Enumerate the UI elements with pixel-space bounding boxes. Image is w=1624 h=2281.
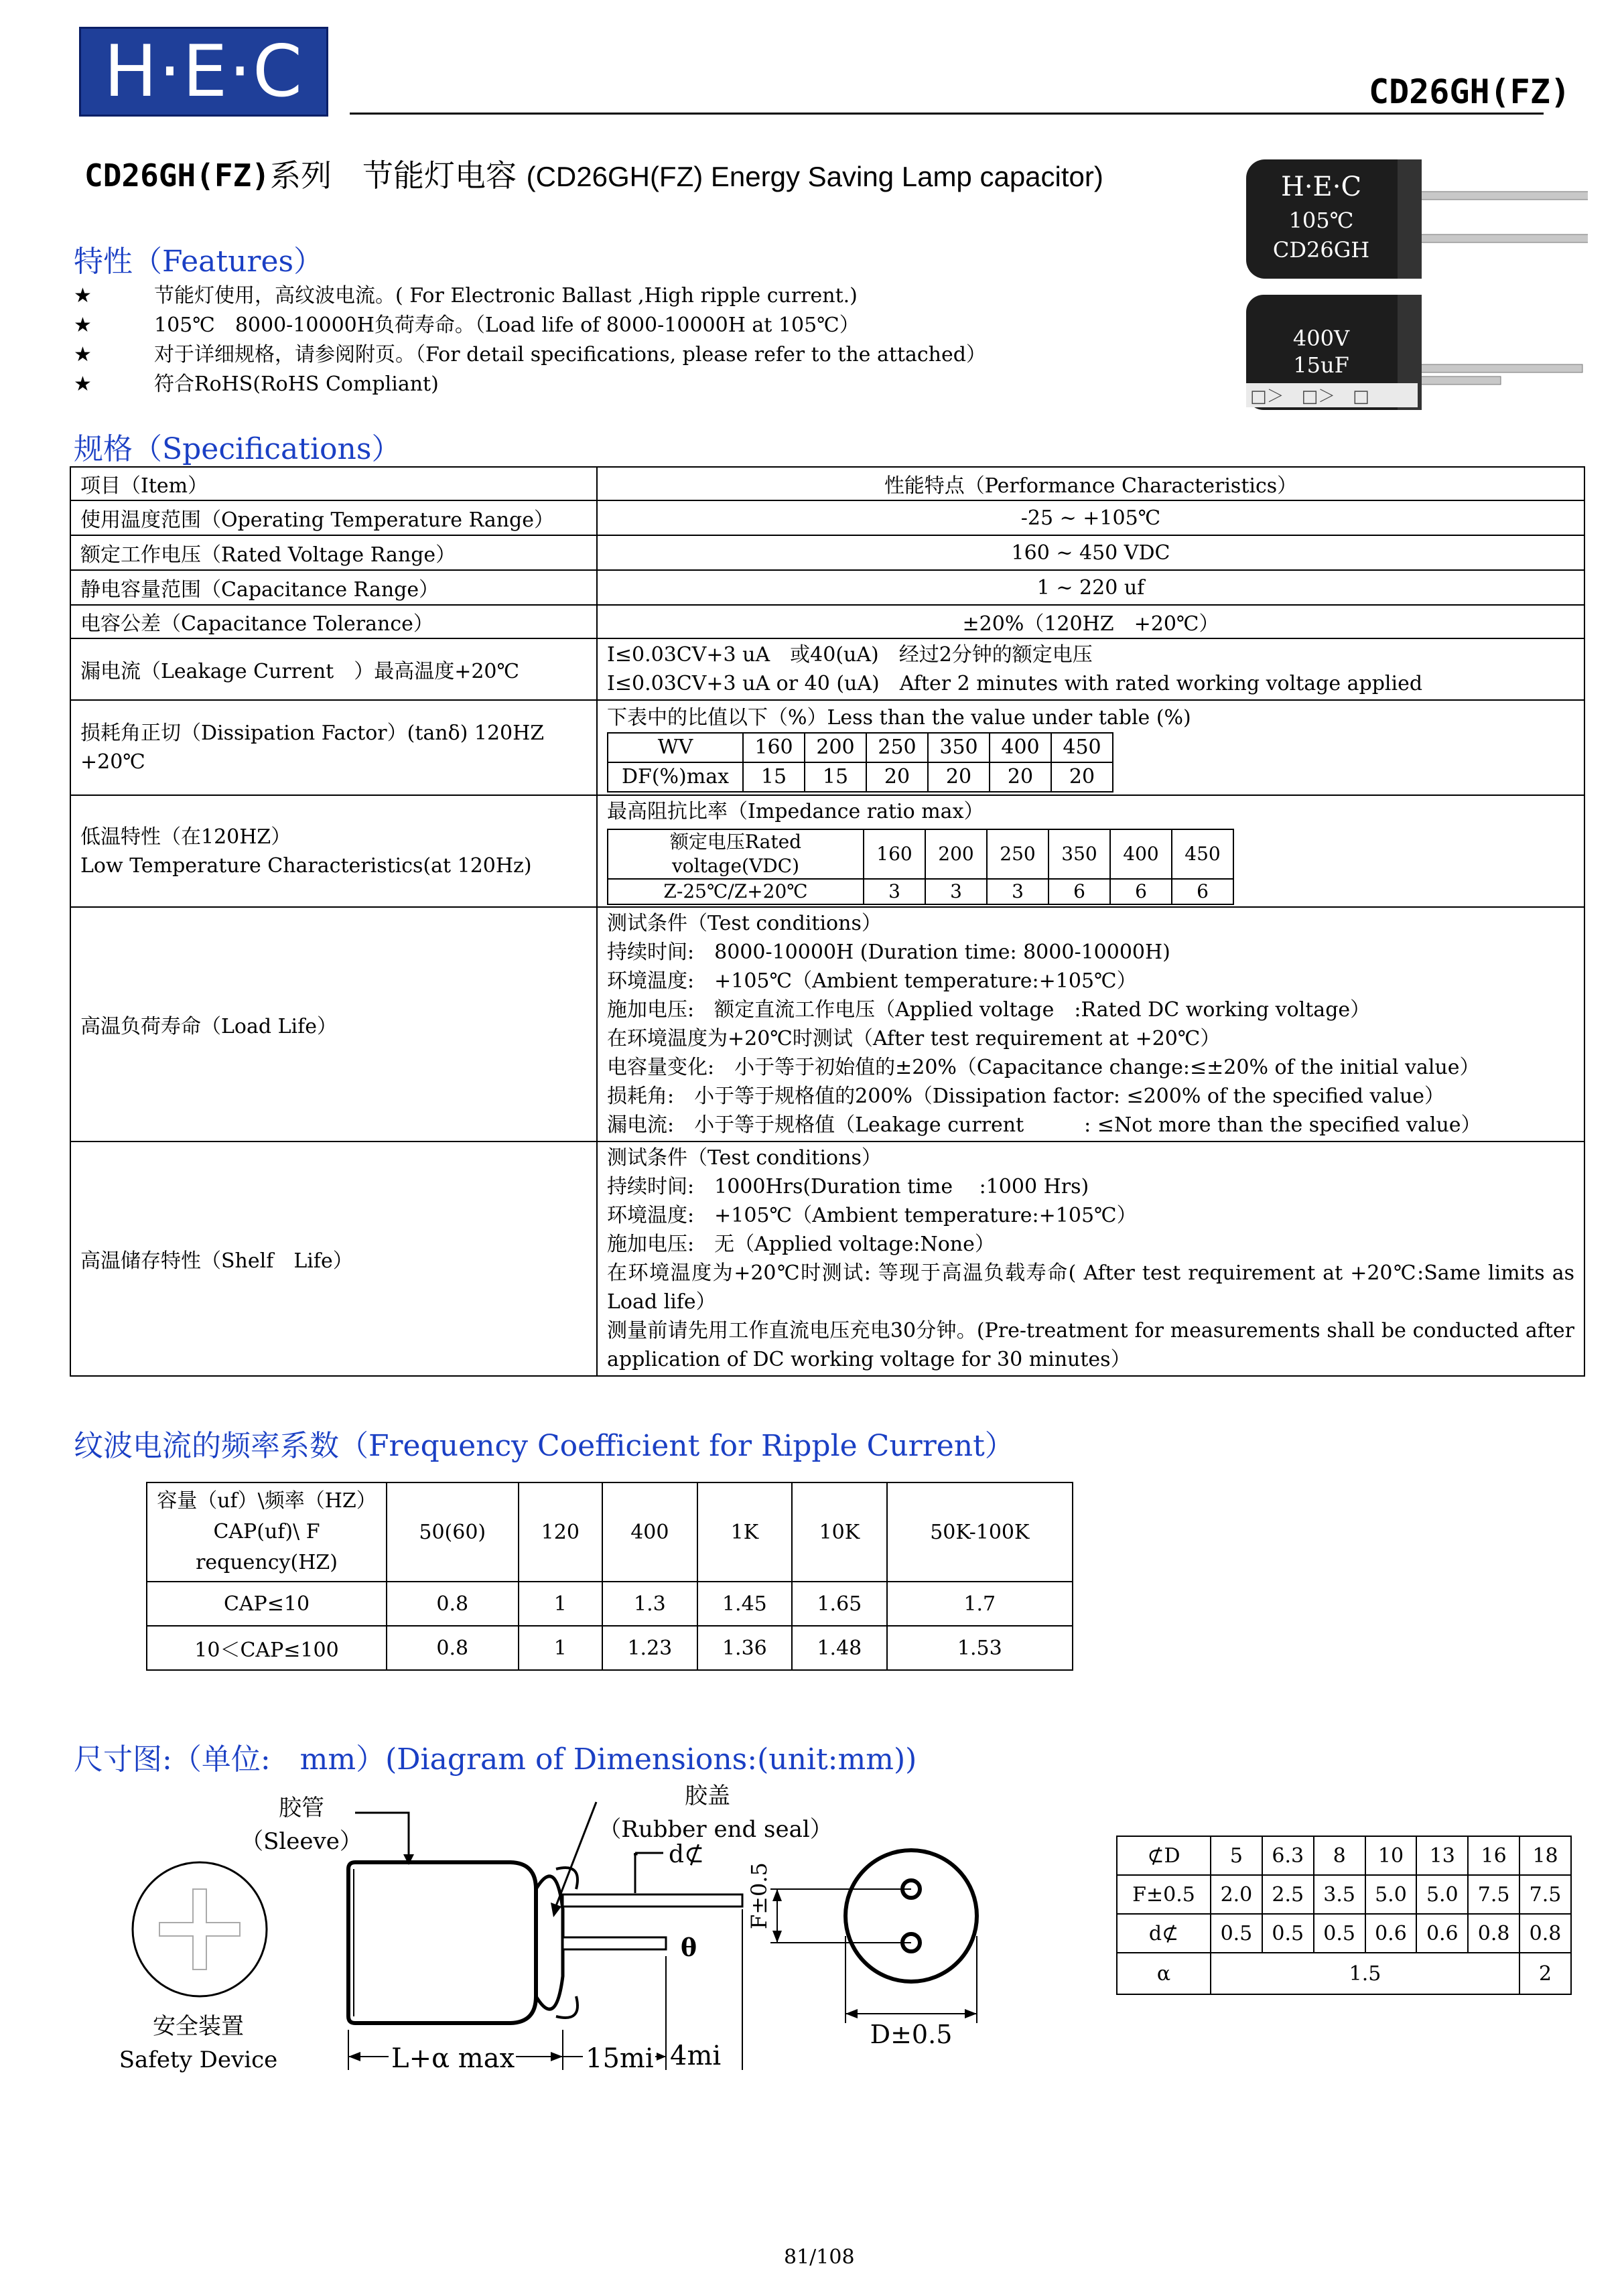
spec-label	[70, 795, 597, 907]
spec-row	[70, 700, 1584, 795]
lead-bottom-long	[1415, 364, 1582, 372]
feature-item	[74, 340, 986, 370]
d-label: D±0.5	[870, 2020, 953, 2049]
lt-row	[608, 879, 1233, 904]
spec-value	[597, 795, 1584, 907]
spec-head-perf: 性能特点（Performance Characteristics）	[597, 467, 1584, 500]
dim-cell: 2	[1519, 1953, 1571, 1994]
spec-row	[70, 1142, 1584, 1376]
spec-row-header	[70, 467, 1584, 500]
lt-table	[607, 829, 1234, 905]
df-cell: 20	[928, 762, 990, 792]
dim-cell: 0.5	[1314, 1914, 1365, 1953]
ripple-heading: 纹波电流的频率系数（Frequency Coefficient for Ripple Current）	[74, 1429, 1014, 1463]
d-arrow	[845, 2009, 858, 2018]
cap-temp: 105℃	[1288, 208, 1354, 233]
feature-text: 节能灯使用，高纹波电流。( For Electronic Ballast ,High ripple current.)	[154, 284, 858, 307]
spec-row	[70, 795, 1584, 907]
shelf-line: 在环境温度为+20℃时测试: 等现于高温负载寿命( After test requirement at +20℃:Same limits as Load life）	[607, 1261, 1574, 1314]
dim-row	[1117, 1836, 1571, 1875]
feature-item	[74, 311, 986, 340]
safety-vent-outline	[133, 1862, 267, 1996]
specs-heading: 规格（Specifications）	[74, 432, 401, 466]
safety-vent-cross	[159, 1889, 240, 1969]
ripple-table	[146, 1482, 1073, 1671]
lt-cell: 250	[987, 829, 1048, 879]
load-line: 环境温度: +105℃（Ambient temperature:+105℃）	[607, 969, 1137, 993]
lt-cell: 3	[864, 879, 925, 904]
ripple-cell: 1	[519, 1626, 603, 1670]
spec-value: 160 ~ 450 VDC	[597, 535, 1584, 570]
dim-cell: 3.5	[1314, 1875, 1365, 1914]
star-icon: ★	[74, 314, 92, 337]
seal-label-cn: 胶盖	[685, 1783, 730, 1809]
lt-cell: 450	[1172, 829, 1233, 879]
df-cell: WV	[608, 733, 743, 762]
cap-polarity-marks: □＞ □＞ □	[1250, 387, 1369, 407]
header-model: CD26GH(FZ)	[1368, 72, 1570, 111]
seal-leader	[555, 1802, 596, 1909]
dim-row-label: d⊄	[1117, 1914, 1211, 1953]
page-title	[84, 151, 1103, 196]
spec-row	[70, 638, 1584, 700]
spec-row	[70, 500, 1584, 535]
dim-cell: 1.5	[1211, 1953, 1519, 1994]
lt-label-cn: 低温特性（在120HZ）	[80, 825, 291, 849]
lt-cell: 3	[987, 879, 1048, 904]
df-cell: 160	[743, 733, 805, 762]
lead-top-short	[1415, 234, 1588, 243]
cap-series: CD26GH	[1272, 237, 1370, 263]
lt-row	[608, 829, 1233, 879]
dim-cell: 13	[1416, 1836, 1468, 1875]
dim-row-label: ⊄D	[1117, 1836, 1211, 1875]
df-row	[608, 762, 1113, 792]
ripple-freq: 50K-100K	[887, 1482, 1073, 1582]
df-cell: 200	[805, 733, 866, 762]
m15-label: 15mi	[586, 2043, 654, 2074]
spec-label: 高温储存特性（Shelf Life）	[70, 1142, 597, 1376]
dim-cell: 0.8	[1519, 1914, 1571, 1953]
dim-cell: 7.5	[1468, 1875, 1519, 1914]
dim-cell: 0.6	[1416, 1914, 1468, 1953]
ripple-freq: 120	[519, 1482, 603, 1582]
ripple-row	[147, 1626, 1073, 1670]
spec-label: 漏电流（Leakage Current ）最高温度+20℃	[70, 638, 597, 700]
spec-value	[597, 907, 1584, 1142]
title-cn: 系列 节能灯电容	[269, 157, 517, 194]
star-icon: ★	[74, 372, 92, 396]
header-rule	[350, 113, 1544, 115]
title-model: CD26GH(FZ)	[84, 157, 270, 194]
capacitor-body-side	[348, 1862, 536, 2023]
spec-value: ±20%（120HZ +20℃）	[597, 605, 1584, 638]
dimension-table	[1116, 1836, 1572, 1995]
cap-capacitance: 15uF	[1293, 352, 1349, 378]
dim-cell: 2.0	[1211, 1875, 1262, 1914]
load-line: 电容量变化: 小于等于初始值的±20%（Capacitance change:≤±20% of the initial value）	[607, 1056, 1480, 1079]
df-table	[607, 732, 1113, 792]
lt-cell: 350	[1048, 829, 1110, 879]
feature-text: 符合RoHS(RoHS Compliant)	[154, 372, 439, 396]
features-heading: 特性（Features）	[74, 245, 324, 279]
spec-head-item: 项目（Item）	[70, 467, 597, 500]
spec-value	[597, 638, 1584, 700]
load-line: 漏电流: 小于等于规格值（Leakage current : ≤Not more than the specified value）	[607, 1113, 1481, 1137]
df-cell: 20	[1051, 762, 1113, 792]
ripple-corner-cn: 容量（uf）\频率（HZ）	[157, 1489, 377, 1513]
dim-cell: 8	[1314, 1836, 1365, 1875]
spec-value	[597, 1142, 1584, 1376]
ripple-header-row	[147, 1482, 1073, 1582]
dim-row	[1117, 1953, 1571, 1994]
lt-cell: Z-25℃/Z+20℃	[608, 879, 864, 904]
ripple-row	[147, 1582, 1073, 1626]
ripple-freq: 10K	[792, 1482, 887, 1582]
dim-row-label: α	[1117, 1953, 1211, 1994]
dim-cell: 5.0	[1365, 1875, 1417, 1914]
dim-cell: 0.5	[1211, 1914, 1262, 1953]
f-arrow	[772, 1931, 782, 1943]
safety-label-en: Safety Device	[119, 2047, 278, 2073]
dim-cell: 6.3	[1262, 1836, 1314, 1875]
d-arrow	[965, 2009, 977, 2018]
ripple-cell: 1.3	[602, 1582, 697, 1626]
cap-sleeve-top	[1398, 159, 1422, 279]
lead-top-long	[1415, 192, 1588, 200]
star-icon: ★	[74, 284, 92, 307]
spec-label: 电容公差（Capacitance Tolerance）	[70, 605, 597, 638]
ripple-cell: 1.53	[887, 1626, 1073, 1670]
spec-value	[597, 700, 1584, 795]
end-view-outline	[845, 1850, 977, 1982]
dim-row	[1117, 1914, 1571, 1953]
df-cell: 20	[990, 762, 1051, 792]
theta-label: θ	[681, 1934, 697, 1962]
df-cell: 15	[743, 762, 805, 792]
seal-arrowhead	[551, 1903, 561, 1917]
spec-row	[70, 605, 1584, 638]
load-line: 施加电压: 额定直流工作电压（Applied voltage :Rated DC working voltage）	[607, 998, 1371, 1022]
feature-text: 105℃ 8000-10000H负荷寿命。（Load life of 8000-10000H at 105℃）	[154, 314, 860, 337]
brand-logo: H·E·C	[79, 27, 328, 117]
load-line: 在环境温度为+20℃时测试（After test requirement at +20℃）	[607, 1027, 1221, 1050]
f-arrow	[772, 1889, 782, 1901]
ripple-cell: 1	[519, 1582, 603, 1626]
spec-label: 损耗角正切（Dissipation Factor）(tanδ) 120HZ +20℃	[70, 700, 597, 795]
safety-label-cn: 安全装置	[153, 2013, 244, 2040]
load-line: 测试条件（Test conditions）	[607, 912, 882, 935]
ripple-row-label: CAP≤10	[147, 1582, 387, 1626]
dim-cell: 10	[1365, 1836, 1417, 1875]
dd-label: d⊄	[669, 1841, 705, 1868]
spec-value: 1 ~ 220 uf	[597, 570, 1584, 605]
dim-cell: 2.5	[1262, 1875, 1314, 1914]
ripple-cell: 1.48	[792, 1626, 887, 1670]
lt-label-en: Low Temperature Characteristics(at 120Hz)	[80, 853, 532, 878]
lead-bottom-short	[1415, 376, 1501, 385]
dim-cell: 0.6	[1365, 1914, 1417, 1953]
star-icon: ★	[74, 343, 92, 366]
lt-cell: 3	[925, 879, 987, 904]
features-list	[74, 281, 986, 399]
sleeve-label-en: （Sleeve）	[241, 1828, 362, 1855]
spec-label: 额定工作电压（Rated Voltage Range）	[70, 535, 597, 570]
lt-cell: 额定电压Rated voltage(VDC)	[608, 829, 864, 879]
cap-voltage: 400V	[1292, 326, 1350, 351]
l-label: L+α max	[391, 2043, 515, 2074]
df-cell: DF(%)max	[608, 762, 743, 792]
shelf-line: 测试条件（Test conditions）	[607, 1146, 882, 1170]
dimensions-heading: 尺寸图:（单位: mm）(Diagram of Dimensions:(unit:mm))	[74, 1742, 917, 1777]
shelf-line: 持续时间: 1000Hrs(Duration time :1000 Hrs)	[607, 1175, 1089, 1198]
dim-cell: 18	[1519, 1836, 1571, 1875]
ripple-cell: 1.36	[697, 1626, 793, 1670]
dim-cell: 16	[1468, 1836, 1519, 1875]
df-cell: 15	[805, 762, 866, 792]
dim-cell: 5.0	[1416, 1875, 1468, 1914]
spec-label: 高温负荷寿命（Load Life）	[70, 907, 597, 1142]
lead-long	[563, 1894, 742, 1907]
dim-row-label: F±0.5	[1117, 1875, 1211, 1914]
spec-table	[70, 466, 1585, 1377]
ripple-freq: 1K	[697, 1482, 793, 1582]
ripple-cell: 0.8	[387, 1626, 519, 1670]
lt-intro: 最高阻抗比率（Impedance ratio max）	[607, 800, 984, 823]
cap-brand: H·E·C	[1280, 171, 1362, 202]
ripple-freq: 50(60)	[387, 1482, 519, 1582]
ripple-corner	[147, 1482, 387, 1582]
spec-value: -25 ~ +105℃	[597, 500, 1584, 535]
ripple-corner-en: CAP(uf)\ F requency(HZ)	[196, 1520, 338, 1574]
dim-row	[1117, 1875, 1571, 1914]
ripple-row-label: 10＜CAP≤100	[147, 1626, 387, 1670]
seal-label-en: （Rubber end seal）	[598, 1816, 833, 1843]
shelf-line: 施加电压: 无（Applied voltage:None）	[607, 1233, 995, 1256]
lt-cell: 6	[1110, 879, 1172, 904]
shelf-line: 测量前请先用工作直流电压充电30分钟。(Pre-treatment for measurements shall be conducted after application of DC working voltage for 30 minutes）	[607, 1319, 1574, 1371]
product-image	[1239, 151, 1588, 419]
ripple-cell: 1.7	[887, 1582, 1073, 1626]
dimension-diagram	[74, 1775, 1005, 2083]
shelf-line: 环境温度: +105℃（Ambient temperature:+105℃）	[607, 1204, 1137, 1227]
leak-line: I≤0.03CV+3 uA 或40(uA) 经过2分钟的额定电压	[607, 643, 1093, 667]
ripple-cell: 0.8	[387, 1582, 519, 1626]
df-cell: 20	[866, 762, 928, 792]
spec-row	[70, 570, 1584, 605]
load-line: 持续时间: 8000-10000H (Duration time: 8000-10000H)	[607, 941, 1170, 964]
sleeve-leader	[355, 1813, 409, 1862]
load-line: 损耗角: 小于等于规格值的200%（Dissipation factor: ≤200% of the specified value）	[607, 1085, 1445, 1108]
lt-cell: 6	[1048, 879, 1110, 904]
sleeve-label-cn: 胶管	[279, 1795, 324, 1821]
df-cell: 350	[928, 733, 990, 762]
dim-cell: 0.5	[1262, 1914, 1314, 1953]
leak-line: I≤0.03CV+3 uA or 40 (uA) After 2 minutes with rated working voltage applied	[607, 672, 1423, 695]
dim-arrow	[348, 2052, 360, 2061]
dim-cell: 5	[1211, 1836, 1262, 1875]
spec-label: 使用温度范围（Operating Temperature Range）	[70, 500, 597, 535]
f-label: F±0.5	[746, 1862, 772, 1929]
df-intro: 下表中的比值以下（%）Less than the value under table (%)	[607, 705, 1191, 730]
lt-cell: 6	[1172, 879, 1233, 904]
ripple-freq: 400	[602, 1482, 697, 1582]
lt-cell: 160	[864, 829, 925, 879]
ripple-cell: 1.45	[697, 1582, 793, 1626]
spec-row	[70, 907, 1584, 1142]
spec-row	[70, 535, 1584, 570]
lt-cell: 200	[925, 829, 987, 879]
m4-label: 4mi	[670, 2041, 722, 2071]
df-cell: 400	[990, 733, 1051, 762]
spec-label: 静电容量范围（Capacitance Range）	[70, 570, 597, 605]
df-cell: 450	[1051, 733, 1113, 762]
feature-text: 对于详细规格，请参阅附页。（For detail specifications, please refer to the attached）	[154, 343, 986, 366]
df-cell: 250	[866, 733, 928, 762]
ripple-cell: 1.65	[792, 1582, 887, 1626]
ripple-cell: 1.23	[602, 1626, 697, 1670]
lt-cell: 400	[1110, 829, 1172, 879]
dim-arrow	[551, 2052, 563, 2061]
lead-short	[563, 1937, 666, 1949]
dim-arrow	[657, 2053, 666, 2061]
feature-item	[74, 370, 986, 399]
df-row	[608, 733, 1113, 762]
page-number: 81/108	[784, 2245, 855, 2269]
dim-cell: 7.5	[1519, 1875, 1571, 1914]
dim-cell: 0.8	[1468, 1914, 1519, 1953]
title-en: (CD26GH(FZ) Energy Saving Lamp capacitor)	[526, 161, 1103, 192]
feature-item	[74, 281, 986, 311]
